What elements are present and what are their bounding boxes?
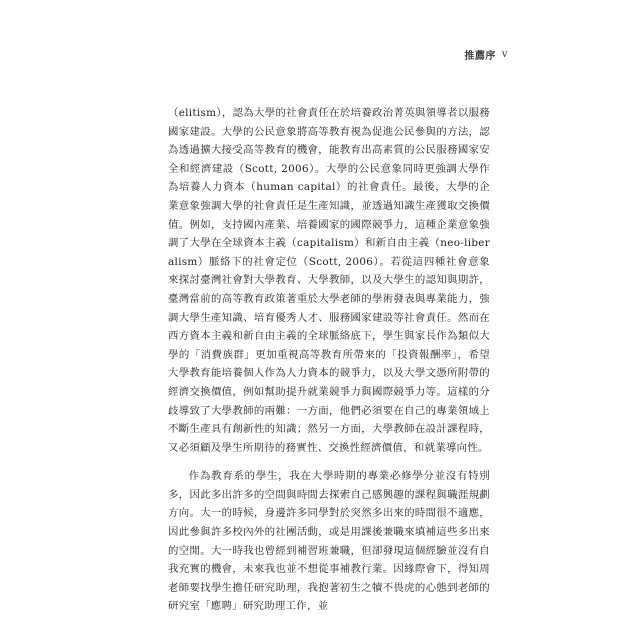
paragraph: 作為教育系的學生，我在大學時期的專業必修學分並沒有特別多，因此多出許多的空間與時間去探索自己感興趣的課程與職涯規劃方向。大一的時候，身邊許多同學對於突然多出來的時間很不適應，因此參與許多校內外的社團活動，或是用課後兼職來填補這些多出來的空閒。大一時我也曾經到補習班兼職，但卻發現這個經驗並沒有自我充實的機會，未來我也並不想從事補教行業。因緣際會下，得知周老師要找學生擔任研究助理，我抱著初生之犢不畏虎的心態到老師的研究室「應聘」研究助理工作，並 [168,470,490,613]
running-header [464,47,508,62]
body-text [168,104,490,616]
section-title: 推薦序 [464,51,496,62]
page-number: v [501,49,508,60]
paragraph: （elitism），認為大學的社會責任在於培養政治菁英與領導者以服務國家建設。大學的公民意象將高等教育視為促進公民參與的方法，認為透過擴大接受高等教育的機會，能教育出高素質的公民服務國家安全和經濟建設（Scott, 2006）。大學的公民意象同時更強調大學作為培養人力資本（human capital）的社會責任。最後，大學的企業意象強調大學的社會責任是生產知識，並透過知識生產獲取交換價值。例如，支持國內產業、培養國家的國際競爭力，這種企業意象強調了大學在全球資本主義（capitalism）和新自由主義（neo-liberalism）脈絡下的社會定位（Scott, 2006）。若從這四種社會意象來探討臺灣社會對大學教育、大學教師，以及大學生的認知與期許，臺灣當前的高等教育政策著重於大學老師的學術發表與專業能力，強調大學生產知識、培育優秀人才、服務國家建設等社會責任。然而在西方資本主義和新自由主義的全球脈絡底下，學生與家長作為類似大學的「消費族群」更加重視高等教育所帶來的「投資報酬率」，希望大學教育能培養個人作為人力資本的競爭力，以及大學文憑所附帶的經濟交換價值，例如幫助提升就業競爭力與國際競爭力等。這樣的分歧導致了大學教師的兩難：一方面，他們必須要在自己的專業領域上不斷生產具有創新性的知識；然另一方面，大學教師在設計課程時，又必須顧及學生所期待的務實性、交換性經濟價值，和就業導向性。 [168,107,490,454]
